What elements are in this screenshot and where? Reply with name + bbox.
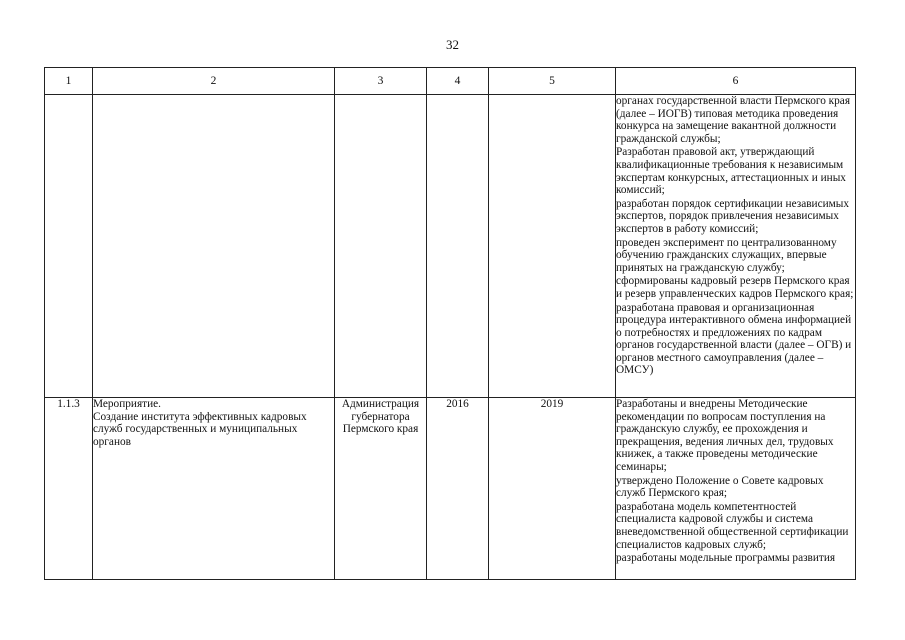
result-item: разработаны модельные программы развития xyxy=(616,552,836,565)
empty-cell xyxy=(489,95,616,398)
page-number: 32 xyxy=(446,37,459,52)
header-row xyxy=(45,68,856,95)
header-col-6: 6 xyxy=(616,68,856,95)
item-description-cell xyxy=(93,398,335,580)
result-item: Разработан правовой акт, утверждающий квалификационные требования к независимым экспертам конкурсных, аттестационных и иных комиссий; xyxy=(616,146,846,197)
item-title: Мероприятие. xyxy=(93,398,161,410)
table-row-continuation xyxy=(45,95,856,398)
result-item: Разработаны и внедрены Методические рекомендации по вопросам поступления на гражданскую службу, ее прохождения и прекращения, ведения личных дел, трудовых книжек, а также проведены методические семинары; xyxy=(616,398,834,473)
result-item: разработан порядок сертификации независимых экспертов, порядок привлечения независимых экспертов в работу комиссий; xyxy=(616,197,850,235)
result-item: органах государственной власти Пермского края (далее – ИОГВ) типовая методика проведения конкурса на замещение вакантной должности гражданской службы; xyxy=(616,95,851,145)
result-item: проведен эксперимент по централизованному обучению гражданских служащих, впервые принятых на гражданскую службу; xyxy=(616,236,837,274)
item-start-year: 2016 xyxy=(427,398,489,580)
header-col-3: 3 xyxy=(335,68,427,95)
item-executor: Администрация губернатора Пермского края xyxy=(335,398,427,580)
item-description: Создание института эффективных кадровых служб государственных и муниципальных органов xyxy=(93,410,307,448)
empty-cell xyxy=(335,95,427,398)
header-col-4: 4 xyxy=(427,68,489,95)
header-col-2: 2 xyxy=(93,68,335,95)
results-cell xyxy=(616,95,856,398)
empty-cell xyxy=(45,95,93,398)
empty-cell xyxy=(93,95,335,398)
result-item: сформированы кадровый резерв Пермского края и резерв управленческих кадров Пермского края; xyxy=(616,275,854,300)
result-item: утверждено Положение о Совете кадровых служб Пермского края; xyxy=(616,474,824,500)
measures-table xyxy=(44,67,856,580)
table-row-item xyxy=(45,398,856,580)
item-end-year: 2019 xyxy=(489,398,616,580)
results-cell xyxy=(616,398,856,580)
result-item: разработана правовая и организационная процедура интерактивного обмена информацией о потребностях и предложениях по кадрам органов государственной власти (далее – ОГВ) и органов местного самоуправления (далее – ОМСУ) xyxy=(616,301,852,377)
header-col-1: 1 xyxy=(45,68,93,95)
result-item: разработана модель компетентностей специалиста кадровой службы и система вневедомственной общественной сертификации специалистов кадровых служб; xyxy=(616,500,849,551)
empty-cell xyxy=(427,95,489,398)
header-col-5: 5 xyxy=(489,68,616,95)
item-number: 1.1.3 xyxy=(45,398,93,580)
